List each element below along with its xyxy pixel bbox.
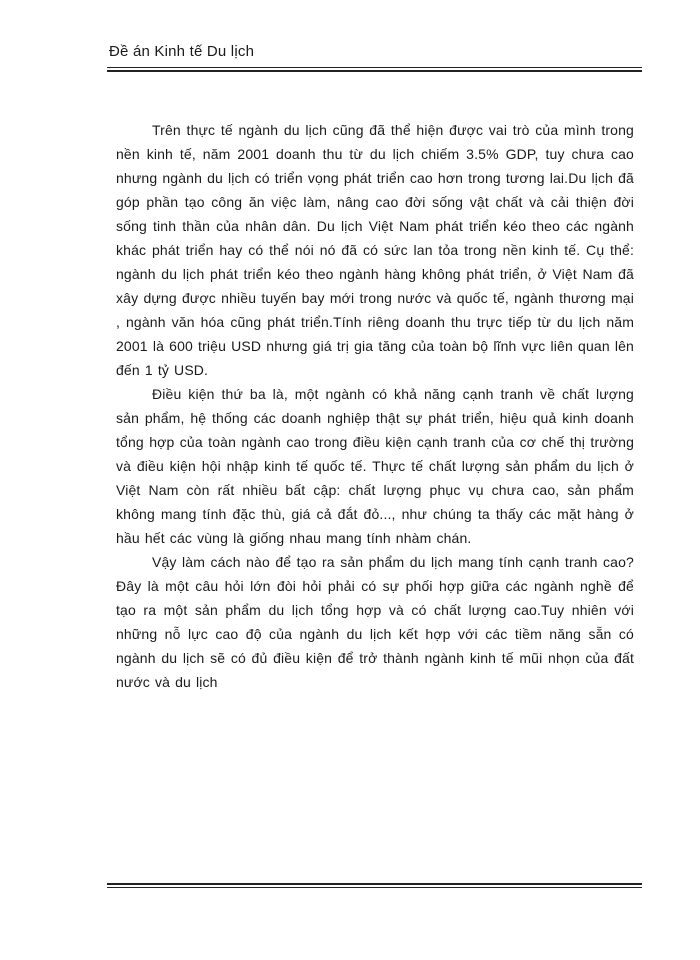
paragraph-1: Trên thực tế ngành du lịch cũng đã thể hiện được vai trò của mình trong nền kinh tế, năm 2001 doanh thu từ du lịch chiếm 3.5% GDP, tuy chưa cao nhưng ngành du lịch có triển vọng phát triển cao hơn trong tương lai.Du lịch đã góp phần tạo công ăn việc làm, nâng cao đời sống vật chất và cải thiện đời sống tinh thần của nhân dân. Du lịch Việt Nam phát triển kéo theo các ngành khác phát triển hay có thể nói nó đã có sức lan tỏa trong nền kinh tế. Cụ thể: ngành du lịch phát triển kéo theo ngành hàng không phát triển, ở Việt Nam đã xây dựng được nhiều tuyến bay mới trong nước và quốc tế, ngành thương mại , ngành văn hóa cũng phát triển.Tính riêng doanh thu trực tiếp từ du lịch năm 2001 là 600 triệu USD nhưng giá trị gia tăng của toàn bộ lĩnh vực liên quan lên đến 1 tỷ USD. xyxy=(116,122,634,378)
paragraph-2: Điều kiện thứ ba là, một ngành có khả năng cạnh tranh về chất lượng sản phẩm, hệ thống các doanh nghiệp thật sự phát triển, hiệu quả kinh doanh tổng hợp của toàn ngành cao trong điều kiện cạnh tranh của cơ chế thị trường và điều kiện hội nhập kinh tế quốc tế. Thực tế chất lượng sản phẩm du lịch ở Việt Nam còn rất nhiều bất cập: chất lượng phục vụ chưa cao, sản phẩm không mang tính đặc thù, giá cả đắt đỏ..., như chúng ta thấy các mặt hàng ở hầu hết các vùng là giống nhau mang tính nhàm chán. xyxy=(116,386,634,546)
page-header xyxy=(107,42,642,72)
document-body xyxy=(116,118,634,694)
header-double-rule xyxy=(107,67,642,72)
header-rule-thin xyxy=(107,67,642,68)
header-rule-thick xyxy=(107,70,642,72)
footer-rule-thin xyxy=(107,887,642,888)
footer-double-rule xyxy=(107,883,642,888)
paragraph-3: Vậy làm cách nào để tạo ra sản phẩm du lịch mang tính cạnh tranh cao? Đây là một câu hỏi lớn đòi hỏi phải có sự phối hợp giữa các ngành nghề để tạo ra một sản phẩm du lịch tổng hợp và có chất lượng cao.Tuy nhiên với những nỗ lực cao độ của ngành du lịch kết hợp với các tiềm năng sẵn có ngành du lịch sẽ có đủ điều kiện để trở thành ngành kinh tế mũi nhọn của đất nước và du lịch xyxy=(116,554,634,690)
footer-rule-thick xyxy=(107,883,642,885)
header-title: Đề án Kinh tế Du lịch xyxy=(109,43,255,60)
